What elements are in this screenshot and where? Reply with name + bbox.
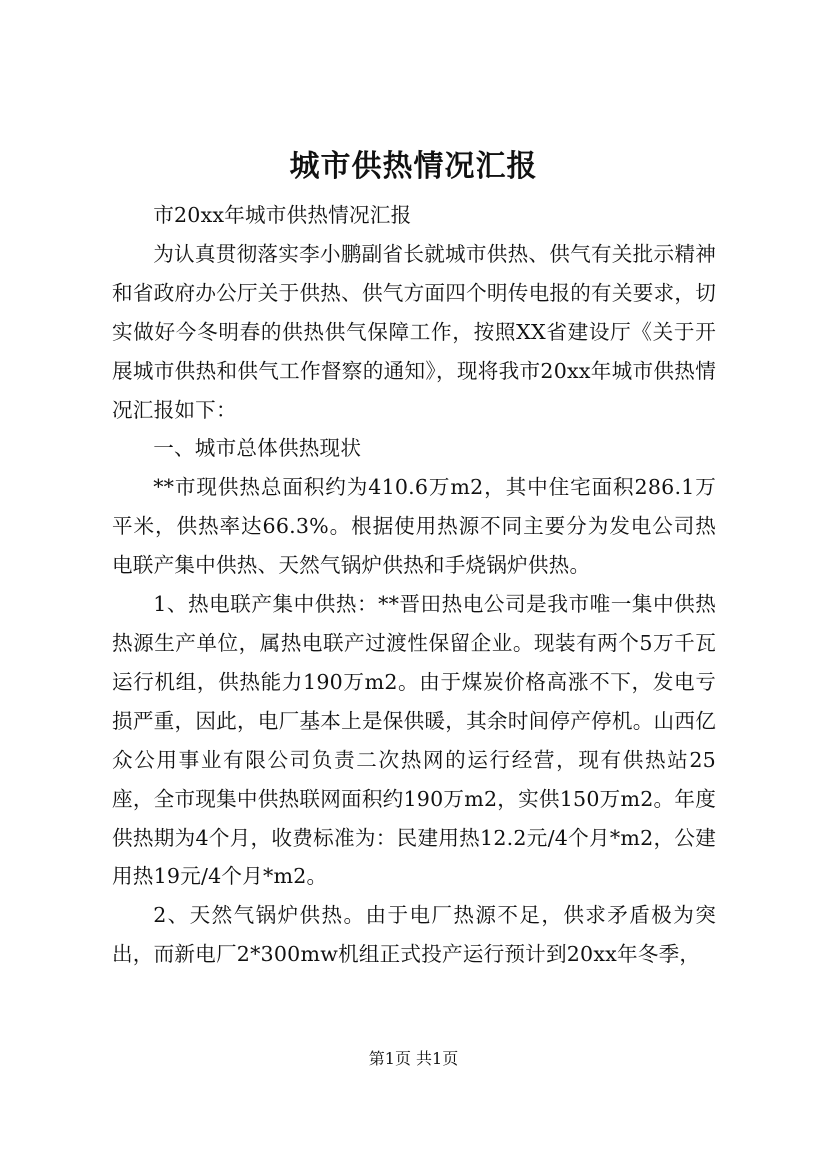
paragraph-item-1: 1、热电联产集中供热：**晋田热电公司是我市唯一集中供热热源生产单位，属热电联产过渡性保留企业。现装有两个5万千瓦运行机组，供热能力190万m2。由于煤炭价格高涨不下，发电亏损严重，因此，电厂基本上是保供暖，其余时间停产停机。山西亿众公用事业有限公司负责二次热网的运行经营，现有供热站25座，全市现集中供热联网面积约190万m2，实供150万m2。年度供热期为4个月，收费标准为：民建用热12.2元/4个月*m2，公建用热19元/4个月*m2。 (112, 592, 716, 889)
document-body (112, 196, 716, 974)
page-footer: 第1页 共1页 (368, 1049, 459, 1068)
paragraph-item-2: 2、天然气锅炉供热。由于电厂热源不足，供求矛盾极为突出，而新电厂2*300mw机组正式投产运行预计到20xx年冬季， (112, 903, 716, 967)
paragraph-intro: 为认真贯彻落实李小鹏副省长就城市供热、供气有关批示精神和省政府办公厅关于供热、供气方面四个明传电报的有关要求，切实做好今冬明春的供热供气保障工作，按照XX省建设厅《关于开展城市供热和供气工作督察的通知》，现将我市20xx年城市供热情况汇报如下： (112, 241, 716, 422)
section-heading: 一、城市总体供热现状 (153, 436, 362, 461)
paragraph-subtitle: 市20xx年城市供热情况汇报 (153, 203, 412, 227)
document-title: 城市供热情况汇报 (289, 149, 538, 184)
paragraph-overview: **市现供热总面积约为410.6万m2，其中住宅面积286.1万平米，供热率达66.3%。根据使用热源不同主要分为发电公司热电联产集中供热、天然气锅炉供热和手烧锅炉供热。 (112, 475, 716, 578)
